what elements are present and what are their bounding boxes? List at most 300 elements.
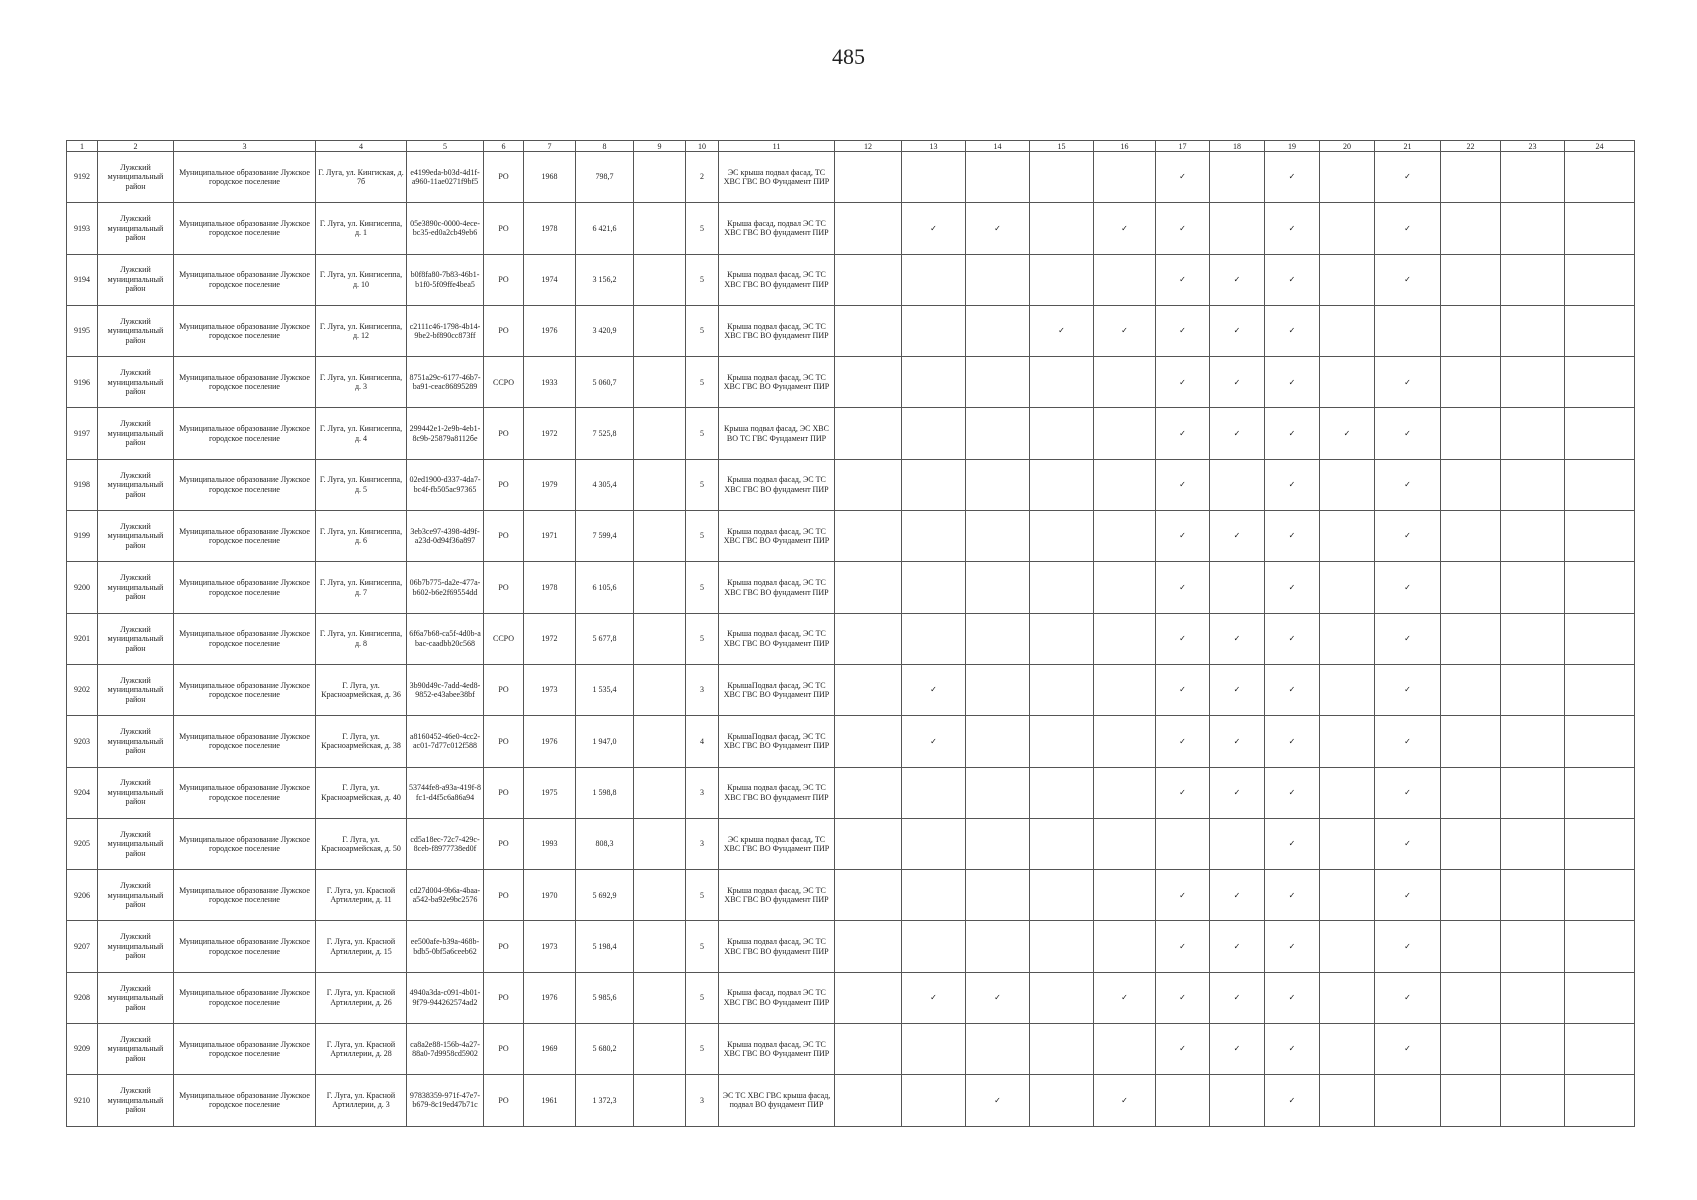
guid-cell: cd27d004-9b6a-4baa-a542-ba92e9bc2576 (407, 870, 484, 921)
municipality-cell: Муниципальное образование Лужское городское поселение (174, 254, 316, 305)
district-cell: Лужский муниципальный район (98, 716, 174, 767)
works-cell: Крыша фасад, подвал ЭС ТС ХВС ГВС ВО фундамент ПИР (719, 203, 835, 254)
area-cell: 798,7 (576, 152, 634, 203)
column-number-row (67, 141, 1635, 152)
col9-cell (634, 459, 686, 510)
check-cell-col13 (902, 1024, 966, 1075)
check-cell-col15 (1030, 1024, 1094, 1075)
check-cell-col20 (1320, 1024, 1375, 1075)
check-cell-col21 (1375, 870, 1441, 921)
check-cell-col14 (966, 357, 1030, 408)
check-cell-col17 (1156, 1075, 1210, 1126)
district-cell: Лужский муниципальный район (98, 664, 174, 715)
check-cell-col22 (1441, 972, 1501, 1023)
check-icon: ✓ (1404, 480, 1411, 490)
check-cell-col24 (1565, 459, 1635, 510)
type-cell: ССРО (484, 357, 524, 408)
check-icon: ✓ (1404, 1044, 1411, 1054)
guid-cell: 53744fe8-a93a-419f-8fc1-d4f5c6a86a94 (407, 767, 484, 818)
works-cell: Крыша фасад, подвал ЭС ТС ХВС ГВС ВО Фундамент ПИР (719, 972, 835, 1023)
check-cell-col17 (1156, 254, 1210, 305)
col9-cell (634, 562, 686, 613)
check-cell-col24 (1565, 1075, 1635, 1126)
row-number: 9202 (67, 664, 98, 715)
column-number: 9 (634, 141, 686, 152)
table-row (67, 972, 1635, 1023)
check-cell-col12 (835, 459, 902, 510)
district-cell: Лужский муниципальный район (98, 562, 174, 613)
municipality-cell: Муниципальное образование Лужское городское поселение (174, 305, 316, 356)
type-cell: РО (484, 305, 524, 356)
check-icon: ✓ (1179, 531, 1186, 541)
col10-cell: 5 (686, 870, 719, 921)
check-cell-col23 (1501, 818, 1565, 869)
year-cell: 1979 (524, 459, 576, 510)
table-row (67, 459, 1635, 510)
check-icon: ✓ (1288, 993, 1296, 1003)
check-cell-col17 (1156, 664, 1210, 715)
column-number: 19 (1265, 141, 1320, 152)
row-number: 9205 (67, 818, 98, 869)
type-cell: РО (484, 818, 524, 869)
column-number: 6 (484, 141, 524, 152)
works-cell: Крыша подвал фасад, ЭС ТС ХВС ГВС ВО Фундамент ПИР (719, 357, 835, 408)
check-cell-col17 (1156, 613, 1210, 664)
check-icon: ✓ (1404, 428, 1411, 438)
check-cell-col23 (1501, 254, 1565, 305)
check-cell-col12 (835, 305, 902, 356)
check-cell-col14 (966, 305, 1030, 356)
guid-cell: ee500afe-b39a-468b-bdb5-0bf5a6ceeb62 (407, 921, 484, 972)
check-cell-col12 (835, 664, 902, 715)
column-number: 4 (316, 141, 407, 152)
area-cell: 5 692,9 (576, 870, 634, 921)
area-cell: 1 598,8 (576, 767, 634, 818)
check-icon: ✓ (1288, 787, 1296, 797)
check-cell-col13 (902, 254, 966, 305)
check-cell-col18 (1210, 408, 1265, 459)
check-cell-col14 (966, 1075, 1030, 1126)
check-icon: ✓ (1404, 377, 1411, 387)
check-cell-col18 (1210, 152, 1265, 203)
type-cell: РО (484, 767, 524, 818)
check-cell-col23 (1501, 459, 1565, 510)
check-cell-col23 (1501, 767, 1565, 818)
guid-cell: a8160452-46e0-4cc2-ac01-7d77c012f588 (407, 716, 484, 767)
guid-cell: 299442e1-2e9b-4eb1-8c9b-25879a8112бe (407, 408, 484, 459)
col9-cell (634, 664, 686, 715)
col9-cell (634, 305, 686, 356)
col9-cell (634, 408, 686, 459)
year-cell: 1973 (524, 921, 576, 972)
check-cell-col22 (1441, 716, 1501, 767)
check-cell-col23 (1501, 716, 1565, 767)
check-cell-col13 (902, 152, 966, 203)
check-cell-col19 (1265, 408, 1320, 459)
works-cell: Крыша подвал фасад, ЭС ТС ХВС ГВС ВО фундамент ПИР (719, 562, 835, 613)
check-icon: ✓ (1121, 223, 1128, 233)
col9-cell (634, 511, 686, 562)
check-cell-col20 (1320, 152, 1375, 203)
column-number: 11 (719, 141, 835, 152)
district-cell: Лужский муниципальный район (98, 511, 174, 562)
col10-cell: 2 (686, 152, 719, 203)
guid-cell: 4940a3da-c091-4b01-9f79-944262574ad2 (407, 972, 484, 1023)
check-icon: ✓ (1288, 890, 1296, 900)
col10-cell: 5 (686, 972, 719, 1023)
check-cell-col14 (966, 152, 1030, 203)
year-cell: 1976 (524, 972, 576, 1023)
table-row (67, 254, 1635, 305)
check-cell-col16 (1094, 972, 1156, 1023)
check-cell-col14 (966, 1024, 1030, 1075)
guid-cell: cd5a18ec-72c7-429c-8ceb-f8977738ed0f (407, 818, 484, 869)
municipality-cell: Муниципальное образование Лужское городское поселение (174, 152, 316, 203)
check-icon: ✓ (1233, 787, 1241, 797)
check-icon: ✓ (1058, 326, 1065, 336)
check-cell-col16 (1094, 305, 1156, 356)
check-cell-col21 (1375, 562, 1441, 613)
year-cell: 1978 (524, 203, 576, 254)
col10-cell: 3 (686, 767, 719, 818)
check-cell-col21 (1375, 818, 1441, 869)
check-cell-col23 (1501, 1024, 1565, 1075)
check-icon: ✓ (1179, 890, 1186, 900)
row-number: 9203 (67, 716, 98, 767)
check-cell-col12 (835, 562, 902, 613)
check-cell-col19 (1265, 254, 1320, 305)
check-cell-col16 (1094, 818, 1156, 869)
type-cell: РО (484, 664, 524, 715)
address-cell: Г. Луга, ул. Красноармейская, д. 40 (316, 767, 407, 818)
check-cell-col22 (1441, 152, 1501, 203)
check-icon: ✓ (1404, 993, 1411, 1003)
col9-cell (634, 357, 686, 408)
check-cell-col12 (835, 818, 902, 869)
check-cell-col14 (966, 870, 1030, 921)
check-icon: ✓ (994, 993, 1001, 1003)
type-cell: РО (484, 870, 524, 921)
check-cell-col16 (1094, 1024, 1156, 1075)
check-cell-col12 (835, 613, 902, 664)
municipality-cell: Муниципальное образование Лужское городское поселение (174, 664, 316, 715)
municipality-cell: Муниципальное образование Лужское городское поселение (174, 972, 316, 1023)
col10-cell: 5 (686, 921, 719, 972)
check-cell-col23 (1501, 870, 1565, 921)
district-cell: Лужский муниципальный район (98, 767, 174, 818)
row-number: 9194 (67, 254, 98, 305)
check-cell-col20 (1320, 870, 1375, 921)
address-cell: Г. Луга, ул. Красной Артиллерии, д. 11 (316, 870, 407, 921)
check-icon: ✓ (1288, 1095, 1296, 1105)
check-cell-col24 (1565, 972, 1635, 1023)
check-icon: ✓ (1179, 480, 1186, 490)
column-number: 16 (1094, 141, 1156, 152)
type-cell: РО (484, 972, 524, 1023)
check-icon: ✓ (1233, 531, 1241, 541)
check-cell-col22 (1441, 767, 1501, 818)
table-row (67, 613, 1635, 664)
table-row (67, 152, 1635, 203)
check-icon: ✓ (1404, 172, 1411, 182)
check-cell-col18 (1210, 305, 1265, 356)
check-cell-col17 (1156, 767, 1210, 818)
check-icon: ✓ (1233, 993, 1241, 1003)
check-cell-col16 (1094, 613, 1156, 664)
check-cell-col18 (1210, 818, 1265, 869)
year-cell: 1972 (524, 408, 576, 459)
area-cell: 3 156,2 (576, 254, 634, 305)
check-cell-col18 (1210, 562, 1265, 613)
check-cell-col12 (835, 972, 902, 1023)
check-cell-col19 (1265, 767, 1320, 818)
table-row (67, 818, 1635, 869)
check-cell-col23 (1501, 613, 1565, 664)
check-cell-col22 (1441, 613, 1501, 664)
guid-cell: e4199eda-b03d-4d1f-a960-11ae0271f9bf5 (407, 152, 484, 203)
column-number: 10 (686, 141, 719, 152)
check-cell-col21 (1375, 716, 1441, 767)
type-cell: РО (484, 1075, 524, 1126)
check-cell-col17 (1156, 152, 1210, 203)
check-cell-col18 (1210, 870, 1265, 921)
address-cell: Г. Луга, ул. Кингисеппа, д. 3 (316, 357, 407, 408)
type-cell: ССРО (484, 613, 524, 664)
check-cell-col21 (1375, 972, 1441, 1023)
works-cell: Крыша подвал фасад, ЭС ТС ХВС ГВС ВО Фундамент ПИР (719, 1024, 835, 1075)
check-cell-col15 (1030, 511, 1094, 562)
check-icon: ✓ (1121, 1095, 1128, 1105)
check-cell-col15 (1030, 870, 1094, 921)
works-cell: Крыша подвал фасад, ЭС ТС ХВС ГВС ВО фундамент ПИР (719, 921, 835, 972)
check-cell-col13 (902, 664, 966, 715)
year-cell: 1968 (524, 152, 576, 203)
check-cell-col20 (1320, 305, 1375, 356)
type-cell: РО (484, 459, 524, 510)
address-cell: Г. Луга, ул. Красноармейская, д. 36 (316, 664, 407, 715)
check-cell-col13 (902, 921, 966, 972)
check-icon: ✓ (1404, 787, 1411, 797)
check-cell-col24 (1565, 305, 1635, 356)
row-number: 9199 (67, 511, 98, 562)
check-cell-col20 (1320, 818, 1375, 869)
municipality-cell: Муниципальное образование Лужское городское поселение (174, 511, 316, 562)
col9-cell (634, 972, 686, 1023)
table-row (67, 664, 1635, 715)
check-cell-col22 (1441, 459, 1501, 510)
check-cell-col21 (1375, 1024, 1441, 1075)
works-cell: Крыша подвал фасад, ЭС ТС ХВС ГВС ВО фундамент ПИР (719, 305, 835, 356)
check-cell-col16 (1094, 408, 1156, 459)
check-cell-col21 (1375, 511, 1441, 562)
district-cell: Лужский муниципальный район (98, 921, 174, 972)
table-row (67, 203, 1635, 254)
check-icon: ✓ (1179, 326, 1186, 336)
check-icon: ✓ (1404, 685, 1411, 695)
column-number: 8 (576, 141, 634, 152)
check-cell-col14 (966, 459, 1030, 510)
year-cell: 1972 (524, 613, 576, 664)
col10-cell: 3 (686, 818, 719, 869)
check-cell-col22 (1441, 818, 1501, 869)
year-cell: 1933 (524, 357, 576, 408)
row-number: 9210 (67, 1075, 98, 1126)
check-cell-col19 (1265, 305, 1320, 356)
check-icon: ✓ (930, 685, 937, 695)
check-cell-col19 (1265, 152, 1320, 203)
check-cell-col13 (902, 1075, 966, 1126)
table-row (67, 408, 1635, 459)
check-cell-col24 (1565, 870, 1635, 921)
page-number: 485 (832, 44, 865, 69)
guid-cell: 3eb3ce97-4398-4d9f-a23d-0d94f36a897 (407, 511, 484, 562)
table-row (67, 767, 1635, 818)
check-cell-col24 (1565, 613, 1635, 664)
check-cell-col15 (1030, 357, 1094, 408)
check-icon: ✓ (1404, 736, 1411, 746)
check-cell-col17 (1156, 716, 1210, 767)
column-number: 13 (902, 141, 966, 152)
check-cell-col18 (1210, 664, 1265, 715)
check-cell-col12 (835, 1075, 902, 1126)
municipality-cell: Муниципальное образование Лужское городское поселение (174, 562, 316, 613)
check-icon: ✓ (1404, 274, 1411, 284)
check-icon: ✓ (994, 1095, 1001, 1105)
check-cell-col14 (966, 511, 1030, 562)
check-icon: ✓ (930, 736, 937, 746)
check-icon: ✓ (1288, 1044, 1296, 1054)
column-number: 24 (1565, 141, 1635, 152)
type-cell: РО (484, 408, 524, 459)
col10-cell: 5 (686, 1024, 719, 1075)
municipality-cell: Муниципальное образование Лужское городское поселение (174, 408, 316, 459)
check-cell-col17 (1156, 357, 1210, 408)
check-cell-col19 (1265, 1075, 1320, 1126)
check-icon: ✓ (1288, 480, 1296, 490)
district-cell: Лужский муниципальный район (98, 870, 174, 921)
check-icon: ✓ (930, 993, 937, 1003)
check-icon: ✓ (1179, 941, 1186, 951)
check-cell-col13 (902, 305, 966, 356)
check-cell-col22 (1441, 1024, 1501, 1075)
check-icon: ✓ (1233, 274, 1241, 284)
check-icon: ✓ (1233, 428, 1241, 438)
municipality-cell: Муниципальное образование Лужское городское поселение (174, 1024, 316, 1075)
column-number: 1 (67, 141, 98, 152)
check-cell-col18 (1210, 1075, 1265, 1126)
works-cell: Крыша подвал фасад, ЭС ТС ХВС ГВС ВО фундамент ПИР (719, 870, 835, 921)
column-number: 18 (1210, 141, 1265, 152)
district-cell: Лужский муниципальный район (98, 972, 174, 1023)
check-cell-col12 (835, 152, 902, 203)
check-cell-col17 (1156, 972, 1210, 1023)
works-cell: ЭС ТС ХВС ГВС крыша фасад, подвал ВО фундамент ПИР (719, 1075, 835, 1126)
check-cell-col21 (1375, 408, 1441, 459)
check-cell-col22 (1441, 254, 1501, 305)
check-cell-col22 (1441, 408, 1501, 459)
check-cell-col15 (1030, 152, 1094, 203)
check-cell-col21 (1375, 357, 1441, 408)
check-cell-col21 (1375, 921, 1441, 972)
check-cell-col24 (1565, 408, 1635, 459)
district-cell: Лужский муниципальный район (98, 408, 174, 459)
col10-cell: 5 (686, 511, 719, 562)
check-cell-col15 (1030, 203, 1094, 254)
check-cell-col16 (1094, 152, 1156, 203)
area-cell: 5 985,6 (576, 972, 634, 1023)
check-cell-col20 (1320, 767, 1375, 818)
check-cell-col18 (1210, 254, 1265, 305)
check-cell-col14 (966, 664, 1030, 715)
address-cell: Г. Луга, ул. Кингисеппа, д. 6 (316, 511, 407, 562)
works-cell: Крыша подвал фасад, ЭС ТС ХВС ГВС ВО фундамент ПИР (719, 254, 835, 305)
check-cell-col16 (1094, 921, 1156, 972)
check-cell-col20 (1320, 562, 1375, 613)
check-cell-col14 (966, 613, 1030, 664)
check-icon: ✓ (1288, 839, 1296, 849)
check-cell-col23 (1501, 357, 1565, 408)
check-cell-col23 (1501, 408, 1565, 459)
check-cell-col13 (902, 408, 966, 459)
district-cell: Лужский муниципальный район (98, 305, 174, 356)
check-cell-col16 (1094, 357, 1156, 408)
check-cell-col16 (1094, 1075, 1156, 1126)
column-number: 12 (835, 141, 902, 152)
check-cell-col15 (1030, 767, 1094, 818)
municipality-cell: Муниципальное образование Лужское городское поселение (174, 203, 316, 254)
check-cell-col18 (1210, 203, 1265, 254)
check-cell-col20 (1320, 921, 1375, 972)
check-cell-col24 (1565, 511, 1635, 562)
col9-cell (634, 1024, 686, 1075)
check-cell-col23 (1501, 203, 1565, 254)
table-body (67, 141, 1635, 1127)
check-icon: ✓ (930, 223, 937, 233)
check-cell-col22 (1441, 664, 1501, 715)
check-cell-col22 (1441, 305, 1501, 356)
year-cell: 1993 (524, 818, 576, 869)
check-icon: ✓ (1288, 326, 1296, 336)
col10-cell: 5 (686, 459, 719, 510)
column-number: 17 (1156, 141, 1210, 152)
municipality-cell: Муниципальное образование Лужское городское поселение (174, 921, 316, 972)
check-icon: ✓ (1121, 326, 1128, 336)
check-icon: ✓ (1233, 377, 1241, 387)
check-cell-col17 (1156, 511, 1210, 562)
check-icon: ✓ (994, 223, 1001, 233)
check-cell-col12 (835, 511, 902, 562)
check-cell-col17 (1156, 1024, 1210, 1075)
check-cell-col18 (1210, 1024, 1265, 1075)
address-cell: Г. Луга, ул. Кингисеппа, д. 8 (316, 613, 407, 664)
check-cell-col23 (1501, 562, 1565, 613)
check-cell-col16 (1094, 562, 1156, 613)
check-cell-col21 (1375, 1075, 1441, 1126)
check-cell-col15 (1030, 664, 1094, 715)
check-icon: ✓ (1233, 634, 1241, 644)
check-cell-col19 (1265, 562, 1320, 613)
check-cell-col19 (1265, 921, 1320, 972)
check-cell-col17 (1156, 459, 1210, 510)
check-cell-col24 (1565, 1024, 1635, 1075)
check-cell-col18 (1210, 613, 1265, 664)
area-cell: 6 105,6 (576, 562, 634, 613)
col10-cell: 5 (686, 408, 719, 459)
area-cell: 5 198,4 (576, 921, 634, 972)
address-cell: Г. Луга, ул. Кингисеппа, д. 5 (316, 459, 407, 510)
col9-cell (634, 254, 686, 305)
check-cell-col15 (1030, 254, 1094, 305)
